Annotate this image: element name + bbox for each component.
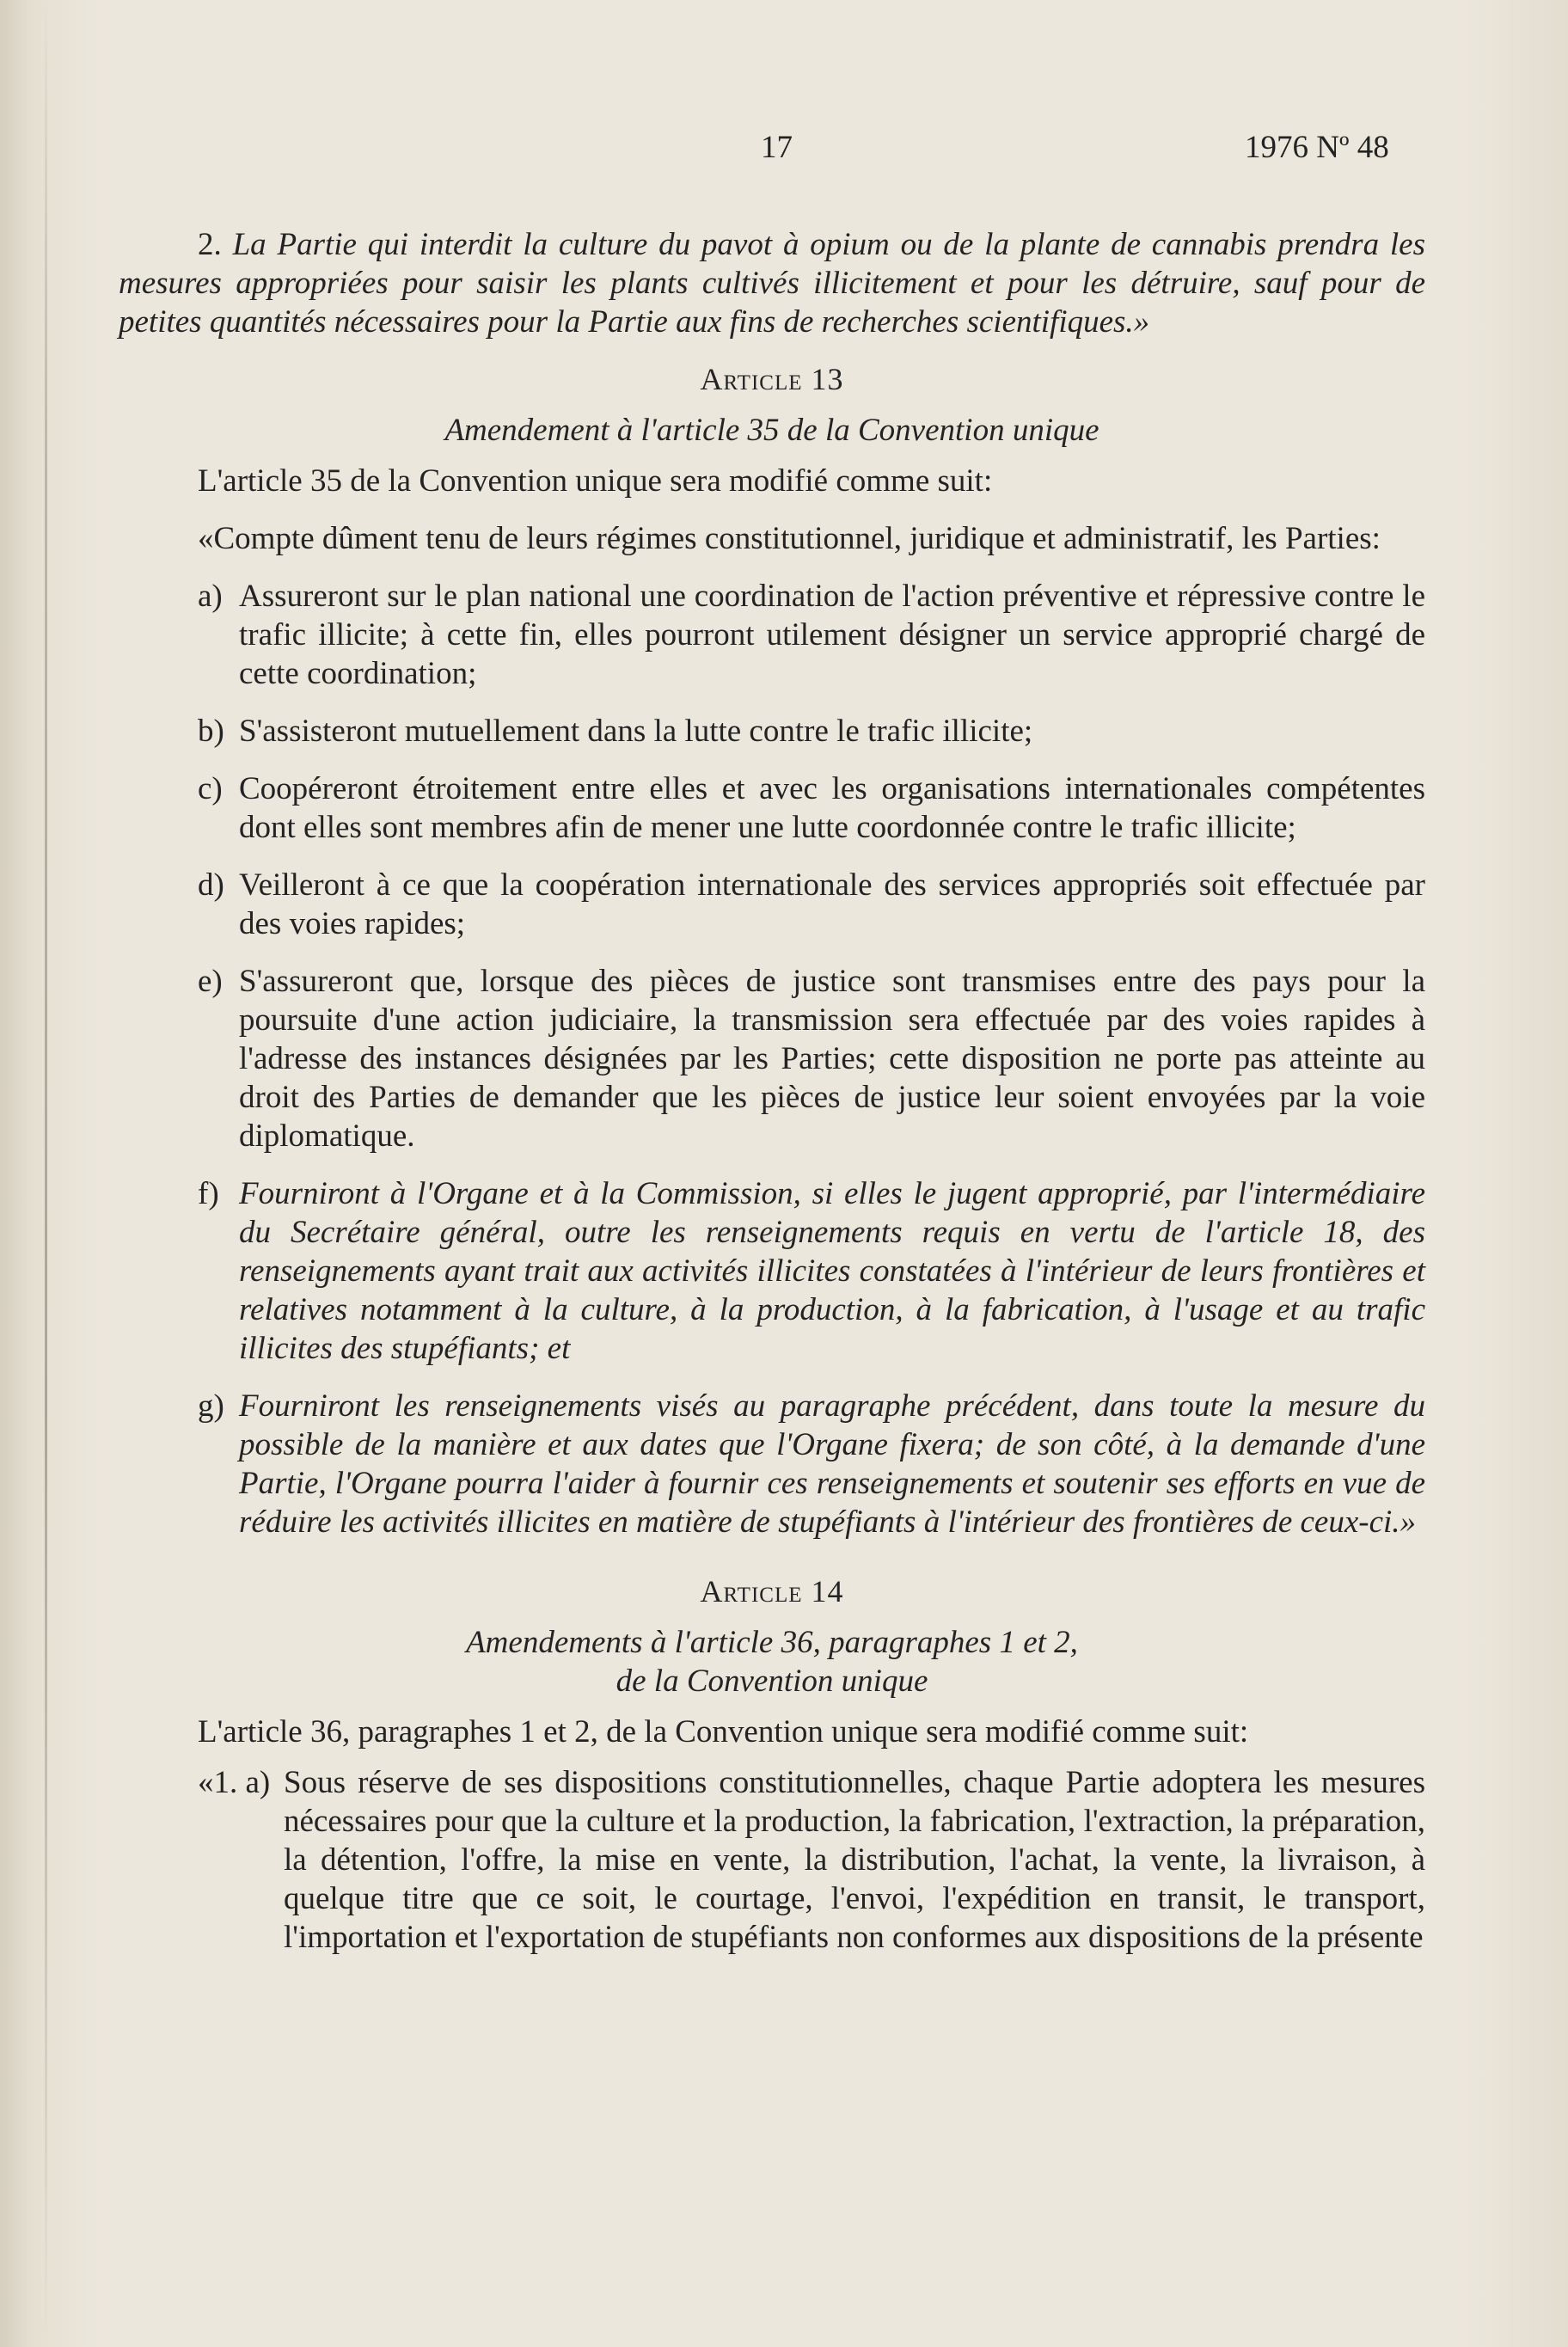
article-13-item-c <box>119 769 1425 847</box>
item-text: S'assisteront mutuellement dans la lutte contre le trafic illicite; <box>239 714 1033 749</box>
article-13-item-g <box>119 1387 1425 1541</box>
item-text: Fourniront à l'Organe et à la Commission, si elles le jugent approprié, par l'intermédiaire du Secrétaire général, outre les renseignements requis en vertu de l'article 18, des renseignements ayant trait aux activités illicites constatées à l'intérieur de leurs frontières et relatives notamment à la culture, à la production, à la fabrication, à l'usage et au trafic illicites des stupéfiants; et <box>239 1176 1425 1366</box>
item-letter: c) <box>198 771 223 806</box>
item-letter: f) <box>198 1176 219 1211</box>
item-marker: «1. a) <box>198 1765 271 1800</box>
article-13-opening: «Compte dûment tenu de leurs régimes constitutionnel, juridique et administratif, les Parties: <box>198 521 1381 556</box>
article-14-heading: Article 14 <box>700 1574 844 1609</box>
item-letter: a) <box>198 579 223 614</box>
item-letter: e) <box>198 964 223 999</box>
article-13-heading: Article 13 <box>700 362 844 396</box>
item-text: S'assureront que, lorsque des pièces de justice sont transmises entre des pays pour la poursuite d'une action judiciaire, la transmission sera effectuée par des voies rapides à l'adresse des instances désignées par les Parties; cette disposition ne porte pas atteinte au droit des Parties de demander que les pièces de justice leur soient envoyées par la voie diplomatique. <box>239 964 1425 1154</box>
item-text: Sous réserve de ses dispositions constitutionnelles, chaque Partie adoptera les mesures nécessaires pour que la culture et la production, la fabrication, l'extraction, la préparation, la détention, l'offre, la mise en vente, la distribution, l'achat, la vente, la livraison, à quelque titre que ce soit, le courtage, l'envoi, l'expédition en transit, le transport, l'importation et l'exportation de stupéfiants non conformes aux dispositions de la présente <box>284 1765 1425 1955</box>
item-text: Coopéreront étroitement entre elles et avec les organisations internationales compétentes dont elles sont membres afin de mener une lutte coordonnée contre le trafic illicite; <box>239 771 1425 845</box>
item-letter: b) <box>198 714 224 749</box>
item-letter: g) <box>198 1388 224 1424</box>
binding-gutter <box>45 0 47 2347</box>
item-text: Veilleront à ce que la coopération internationale des services appropriés soit effectuée par des voies rapides; <box>239 867 1425 941</box>
article-13-item-b <box>119 712 1425 751</box>
item-text: Fourniront les renseignements visés au paragraphe précédent, dans toute la mesure du possible de la manière et aux dates que l'Organe fixera; de son côté, à la demande d'une Partie, l'Organe pourra l'aider à fournir ces renseignements et soutenir ses efforts en vue de réduire les activités illicites en matière de stupéfiants à l'intérieur des frontières de ceux-ci.» <box>239 1388 1425 1540</box>
intro-paragraph-number: 2. <box>198 227 222 262</box>
article-13-subtitle: Amendement à l'article 35 de la Convention unique <box>444 413 1099 448</box>
item-text: Assureront sur le plan national une coordination de l'action préventive et répressive contre le trafic illicite; à cette fin, elles pourront utilement désigner un service approprié chargé de cette coordination; <box>239 579 1425 691</box>
document-body <box>119 225 1425 1957</box>
page-number: 17 <box>761 130 793 165</box>
article-13-lead: L'article 35 de la Convention unique sera modifié comme suit: <box>198 463 993 499</box>
article-13-item-a <box>119 577 1425 693</box>
intro-paragraph-text: La Partie qui interdit la culture du pavot à opium ou de la plante de cannabis prendra les mesures appropriées pour saisir les plants cultivés illicitement et pour les détruire, sauf pour de petites quantités nécessaires pour la Partie aux fins de recherches scientifiques.» <box>119 227 1425 340</box>
intro-paragraph <box>119 225 1425 341</box>
article-13-item-e <box>119 962 1425 1155</box>
document-reference: 1976 Nº 48 <box>1245 130 1389 165</box>
article-13-item-f <box>119 1174 1425 1368</box>
article-14-subtitle-line1: Amendements à l'article 36, paragraphes 1 et 2, <box>466 1625 1078 1660</box>
article-13-item-d <box>119 866 1425 943</box>
article-14-subtitle-line2: de la Convention unique <box>616 1664 928 1699</box>
article-14-item-1a <box>119 1763 1425 1957</box>
item-letter: d) <box>198 867 224 903</box>
article-14-lead: L'article 36, paragraphes 1 et 2, de la Convention unique sera modifié comme suit: <box>198 1714 1249 1750</box>
